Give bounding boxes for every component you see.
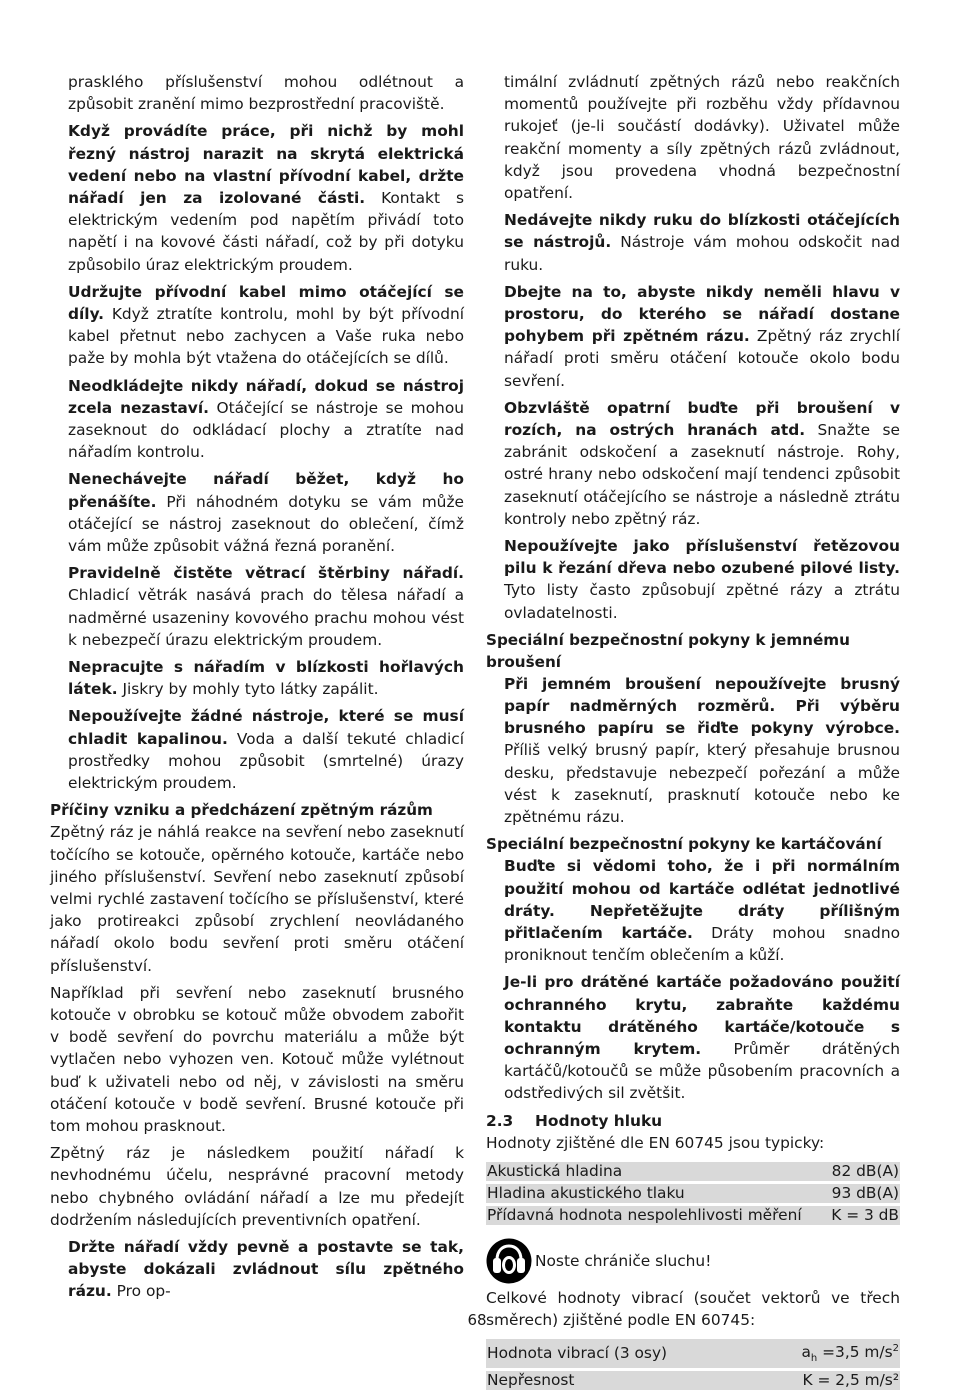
table-cell-value: 82 dB(A): [825, 1162, 900, 1181]
page-number: 68: [467, 1311, 487, 1329]
safety-paragraph: Dbejte na to, abyste nikdy neměli hlavu v prostoru, do kterého se nářadí dostane pohybem při zpětném rázu. Zpětný ráz zrychlí nářadí proti směru otáčení kotouče okolo bodu sevření.: [504, 282, 900, 390]
table-row: [486, 1371, 900, 1390]
paragraph: timální zvládnutí zpětných rázů nebo reakčních momentů používejte při rozběhu vždy přídavnou rukojeť (je-li součástí dodávky). Uživatel může reakční momenty a síly zpětných rázů zvládnout, když jsou provedena vhodná bezpečnostní opatření.: [504, 73, 900, 203]
ear-protection-notice: [486, 1238, 900, 1284]
ear-protection-text: Noste chrániče sluchu!: [535, 1251, 712, 1270]
safety-paragraph: Nepoužívejte žádné nástroje, které se musí chladit kapalinou. Voda a další tekuté chladicí prostředky mohou způsobit (smrtelné) úrazy elektrickým proudem.: [68, 707, 464, 793]
paragraph: Zpětný ráz je následkem použití nářadí k nevhodnému účelu, nesprávné pracovní metody nebo chybného ovládání nářadí a lze mu předejít dodržením následujících preventivních opatření.: [50, 1144, 464, 1229]
safety-paragraph: Je-li pro drátěné kartáče požadováno použití ochranného krytu, zabraňte každému kontaktu drátěného kartáče/kotouče s ochranným krytem. Průměr drátěných kartáčů/kotoučů se může působením pracovních a odstředivých sil zvětšit.: [504, 973, 900, 1103]
table-cell-value: K = 3 dB: [825, 1206, 900, 1225]
safety-paragraph: Držte nářadí vždy pevně a postavte se tak, abyste dokázali zvládnout sílu zpětného rázu. Pro op-: [68, 1237, 464, 1301]
subheading-fine-sanding: Speciální bezpečnostní pokyny k jemnému broušení: [486, 630, 850, 671]
right-column: [486, 71, 900, 1393]
safety-paragraph: Udržujte přívodní kabel mimo otáčející se díly. Když ztratíte kontrolu, mohl by být přívodní kabel přetnut nebo zachycen a Vaše ruka nebo paže by mohla být vtažena do otáčejících se dílů.: [68, 282, 464, 368]
safety-paragraph: Obzvláště opatrní buďte při broušení v rozích, na ostrých hranách atd. Snažte se zabránit odskočení a zaseknutí nástroje. Rohy, ostré hrany nebo odskočení mají tendenci způsobit zaseknutí otáčejícího se nástroje a následně ztrátu kontroly nebo zpětný ráz.: [504, 398, 900, 528]
safety-paragraph: Nepracujte s nářadím v blízkosti hořlavých látek. Jiskry by mohly tyto látky zapálit.: [68, 658, 464, 699]
safety-paragraph: Když provádíte práce, při nichž by mohl řezný nástroj narazit na skrytá elektrická vedení nebo na vlastní přívodní kabel, držte nářadí jen za izolované části. Kontakt s elektrickým vedením pod napětím přivádí toto napětí i na kovové části nářadí, což by při dotyku způsobilo úraz elektrickým proudem.: [68, 122, 464, 274]
table-cell-label: Nepřesnost: [486, 1371, 754, 1390]
ear-protection-icon: [486, 1238, 532, 1284]
table-cell-label: Hodnota vibrací (3 osy): [486, 1339, 754, 1368]
safety-paragraph: Neodkládejte nikdy nářadí, dokud se nástroj zcela nezastaví. Otáčející se nástroje se mohou zaseknout do odkládací plochy a ztratíte nad nářadím kontrolu.: [68, 376, 464, 462]
section-heading-noise: 2.3 Hodnoty hluku: [486, 1111, 663, 1130]
table-row: [486, 1206, 900, 1225]
table-row: [486, 1184, 900, 1203]
safety-paragraph: Při jemném broušení nepoužívejte brusný papír nadměrných rozměrů. Při výběru brusného papíru se řiďte pokyny výrobce. Příliš velký brusný papír, který přesahuje brusnou desku, představuje nebezpečí pořezání a může vést k zaseknutí, prasknutí kotouče nebo ke zpětnému rázu.: [504, 674, 900, 827]
safety-paragraph: Pravidelně čistěte větrací štěrbiny nářadí. Chladicí větrák nasává prach do tělesa nářadí a nadměrné usazeniny kovového prachu mohou vést k nebezpečí úrazu elektrickým proudem.: [68, 564, 464, 649]
safety-paragraph: Nepoužívejte jako příslušenství řetězovou pilu k řezání dřeva nebo ozubené pilové listy. Tyto listy často způsobují zpětné rázy a ztrátu ovladatelnosti.: [504, 537, 900, 622]
table-cell-value: K = 2,5 m/s²: [754, 1371, 900, 1390]
noise-values-table: [486, 1159, 900, 1228]
table-cell-value: 93 dB(A): [825, 1184, 900, 1203]
table-row: [486, 1339, 900, 1368]
paragraph: Zpětný ráz je náhlá reakce na sevření nebo zaseknutí točícího se kotouče, opěrného kotouče, kartáče nebo jiného příslušenství. Sevření nebo zaseknutí způsobí velmi rychlé zastavení točícího se příslušenství, které jako protireakci způsobí zrychlení neovládaného nářadí okolo bodu sevření proti směru otáčení příslušenství.: [50, 823, 464, 975]
table-cell-label: Akustická hladina: [486, 1162, 825, 1181]
left-column: [50, 71, 464, 1308]
vibration-values-table: [486, 1336, 900, 1393]
table-cell-label: Hladina akustického tlaku: [486, 1184, 825, 1203]
table-cell-value: $a_h =3,5$ $m/s^2$: [754, 1339, 900, 1368]
table-cell-label: Přídavná hodnota nespolehlivosti měření: [486, 1206, 825, 1225]
safety-paragraph: Nedávejte nikdy ruku do blízkosti otáčejících se nástrojů. Nástroje vám mohou odskočit nad ruku.: [504, 211, 900, 274]
paragraph: Hodnoty zjištěné dle EN 60745 jsou typicky:: [486, 1133, 825, 1152]
subheading-brushing: Speciální bezpečnostní pokyny ke kartáčování: [486, 835, 882, 854]
paragraph: Celkové hodnoty vibrací (součet vektorů ve třech směrech) zjištěné podle EN 60745:: [486, 1288, 900, 1329]
paragraph: Například při sevření nebo zaseknutí brusného kotouče v obrobku se kotouč může obvodem zabořit v bodě sevření do povrchu materiálu a může být vytlačen nebo vyhozen ven. Kotouč může vylétnout buď k uživateli nebo od něj, v závislosti na směru otáčení kotouče v bodě sevření. Brusné kotouče při tom mohou prasknout.: [50, 983, 464, 1135]
table-row: [486, 1162, 900, 1181]
safety-paragraph: Buďte si vědomi toho, že i při normálním použití mohou od kartáče odlétat jednotlivé dráty. Nepřetěžujte dráty přílišným přitlačením kartáče. Dráty mohou snadno proniknout tenčím oblečením a kůží.: [504, 857, 900, 965]
safety-paragraph: Nenechávejte nářadí běžet, když ho přenášíte. Při náhodném dotyku se vám může otáčející se nástroj zaseknout do oblečení, čímž vám může způsobit vážná řezná poranění.: [68, 470, 464, 556]
paragraph: prasklého příslušenství mohou odlétnout a způsobit zranění mimo bezprostřední pracoviště.: [68, 73, 464, 114]
subheading-kickback: Příčiny vzniku a předcházení zpětným rázům: [50, 801, 433, 820]
